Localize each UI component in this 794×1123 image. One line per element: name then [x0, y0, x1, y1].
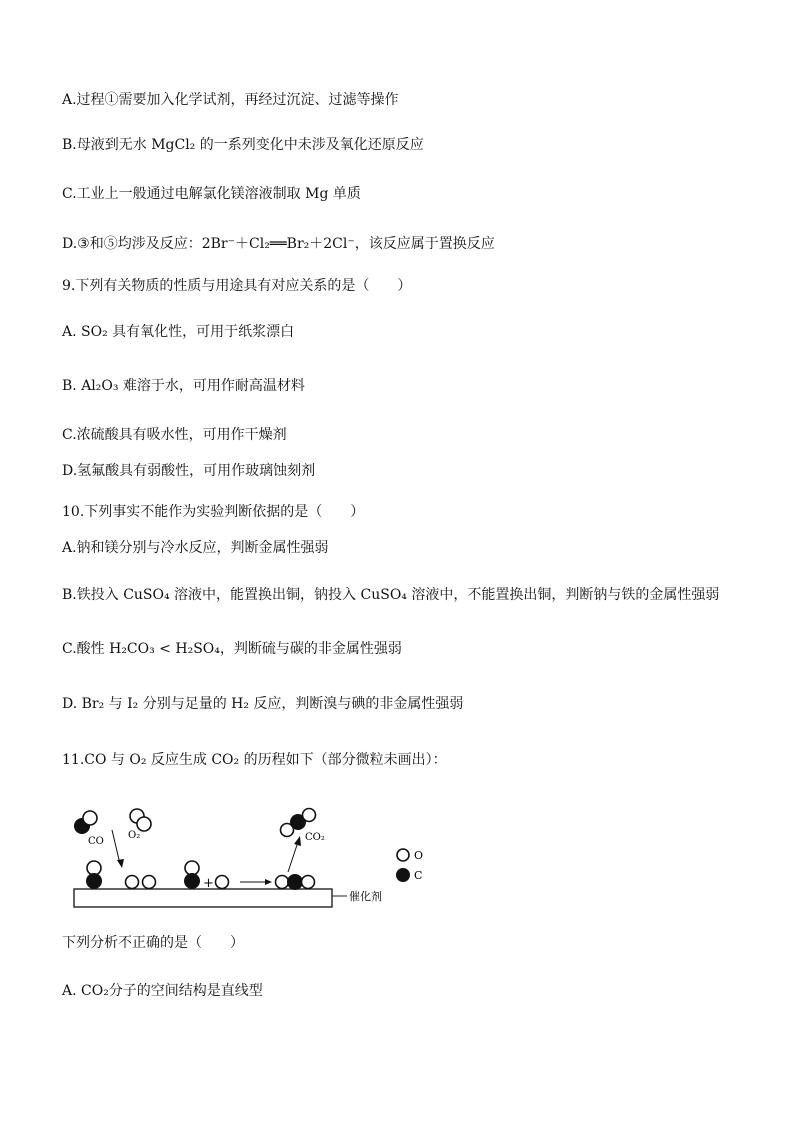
- plus-sign: +: [203, 876, 214, 891]
- option-c: C.工业上一般通过电解氯化镁溶液制取 Mg 单质: [62, 186, 361, 202]
- legend-oxygen-label: O: [414, 849, 424, 862]
- legend-carbon-icon: [396, 868, 410, 882]
- oxygen-atom: [302, 876, 315, 889]
- question-9-option-a: A. SO₂ 具有氧化性，可用于纸浆漂白: [62, 324, 295, 340]
- question-9: 9.下列有关物质的性质与用途具有对应关系的是（ ）: [62, 278, 412, 294]
- carbon-atom: [86, 873, 102, 889]
- oxygen-atom: [87, 861, 101, 875]
- co-label: CO: [88, 836, 104, 847]
- option-d: D.③和⑤均涉及反应：2Br⁻＋Cl₂══Br₂＋2Cl⁻，该反应属于置换反应: [62, 236, 495, 252]
- question-9-option-d: D.氢氟酸具有弱酸性，可用作玻璃蚀刻剂: [62, 463, 316, 479]
- question-10-option-c: C.酸性 H₂CO₃ < H₂SO₄，判断硫与碳的非金属性强弱: [62, 641, 402, 657]
- oxygen-atom: [216, 876, 229, 889]
- carbon-atom: [287, 874, 303, 890]
- co2-label: CO₂: [305, 832, 325, 843]
- atom-legend: [395, 845, 455, 885]
- question-11: 11.CO 与 O₂ 反应生成 CO₂ 的历程如下（部分微粒未画出）：: [62, 752, 447, 768]
- reaction-diagram: [62, 796, 422, 916]
- o2-label: O₂: [128, 830, 141, 841]
- oxygen-atom: [126, 876, 139, 889]
- oxygen-atom: [137, 817, 151, 831]
- oxygen-atom: [303, 809, 316, 822]
- oxygen-atom: [185, 861, 199, 875]
- legend-carbon-label: C: [414, 869, 423, 882]
- question-9-option-b: B. Al₂O₃ 难溶于水，可用作耐高温材料: [62, 378, 305, 394]
- catalyst-surface: [74, 889, 332, 907]
- question-9-option-c: C.浓硫酸具有吸水性，可用作干燥剂: [62, 427, 287, 443]
- arrow-head: [294, 836, 301, 846]
- arrow-up: [288, 842, 298, 872]
- question-10: 10.下列事实不能作为实验判断依据的是（ ）: [62, 504, 365, 520]
- catalyst-label: 催化剂: [349, 890, 382, 903]
- question-10-option-a: A.钠和镁分别与冷水反应，判断金属性强弱: [62, 540, 329, 556]
- oxygen-atom: [276, 876, 289, 889]
- question-11-option-a: A. CO₂分子的空间结构是直线型: [62, 983, 263, 999]
- arrow-head: [265, 879, 272, 885]
- oxygen-atom: [143, 876, 156, 889]
- arrow-down: [112, 830, 120, 864]
- legend-oxygen-icon: [397, 849, 409, 861]
- arrow-head: [117, 859, 124, 868]
- question-10-option-d: D. Br₂ 与 I₂ 分别与足量的 H₂ 反应，判断溴与碘的非金属性强弱: [62, 696, 464, 712]
- question-11-stem: 下列分析不正确的是（ ）: [62, 935, 244, 951]
- oxygen-atom: [83, 811, 97, 825]
- option-a: A.过程①需要加入化学试剂，再经过沉淀、过滤等操作: [62, 92, 399, 108]
- carbon-atom: [184, 873, 200, 889]
- option-b: B.母液到无水 MgCl₂ 的一系列变化中未涉及氧化还原反应: [62, 137, 424, 153]
- question-10-option-b: B.铁投入 CuSO₄ 溶液中，能置换出铜，钠投入 CuSO₄ 溶液中，不能置换出铜，判断钠与铁的金属性强弱: [62, 587, 720, 603]
